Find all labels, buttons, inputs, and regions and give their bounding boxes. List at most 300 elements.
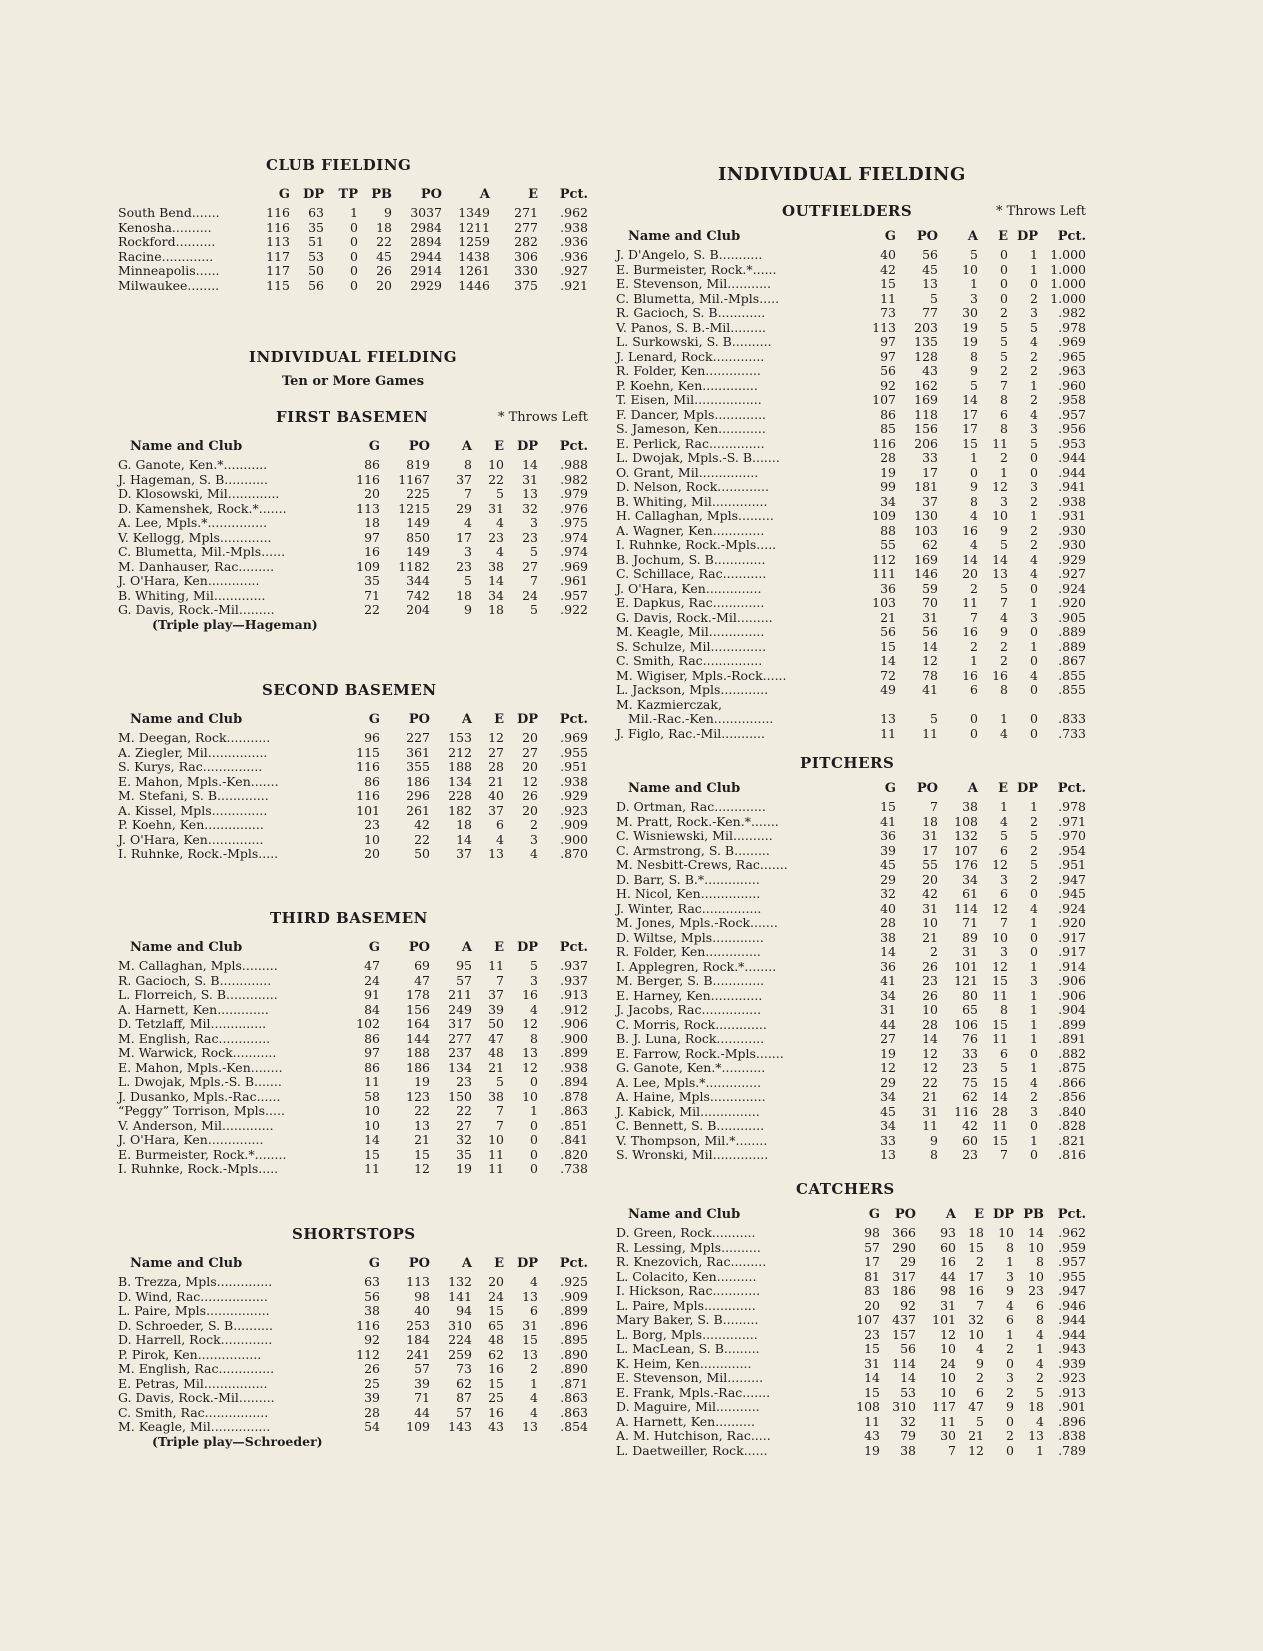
player-name-cell: A. Wagner, Ken............. — [616, 522, 765, 538]
stat-cell: 2 — [1030, 1089, 1038, 1104]
stat-cell: 38 — [880, 929, 896, 945]
stat-cell: .938 — [1058, 493, 1086, 509]
stat-cell: 16 — [940, 1254, 956, 1269]
stat-cell: 50 — [414, 846, 430, 861]
stat-cell: 361 — [406, 744, 430, 760]
table-row — [118, 988, 588, 1003]
stat-cell: .938 — [560, 773, 588, 789]
stat-cell: 42 — [922, 886, 938, 901]
stat-cell: 0 — [970, 711, 978, 726]
stat-cell: 310 — [892, 1399, 916, 1414]
stat-cell: 0 — [1030, 725, 1038, 741]
table-row — [616, 263, 1086, 278]
player-name-cell: M. Kazmierczak, — [616, 696, 722, 712]
stat-cell: .900 — [560, 1030, 588, 1046]
stat-cell: 38 — [488, 558, 504, 574]
stat-cell: 23 — [488, 529, 504, 545]
stat-cell: 1349 — [458, 205, 490, 220]
stat-cell: 12 — [522, 1016, 538, 1031]
stat-cell: .820 — [560, 1146, 588, 1162]
stat-cell: .871 — [560, 1375, 588, 1391]
stat-cell: 11 — [864, 1413, 880, 1429]
stat-cell: 3 — [1030, 609, 1038, 625]
stat-cell: .838 — [1058, 1428, 1086, 1443]
individual-fielding-heading — [118, 348, 588, 389]
stat-cell: 14 — [522, 457, 538, 472]
stat-cell: 5 — [530, 958, 538, 973]
stat-cell: 123 — [406, 1088, 430, 1104]
player-name-cell: R. Lessing, Mpls.......... — [616, 1239, 761, 1255]
stat-cell: 204 — [406, 602, 430, 617]
stat-cell: 13 — [880, 1147, 896, 1162]
stat-cell: 7 — [976, 1297, 984, 1313]
stat-cell: 4 — [530, 1390, 538, 1405]
column-header: G — [278, 186, 290, 202]
stat-cell: 116 — [356, 1317, 380, 1333]
table-row — [616, 1032, 1086, 1047]
table-row — [118, 1061, 588, 1076]
stat-cell: 0 — [1006, 1355, 1014, 1371]
stat-cell: 31 — [922, 1103, 938, 1119]
stat-cell: 224 — [448, 1332, 472, 1347]
stat-cell: 24 — [940, 1355, 956, 1371]
stat-cell: 13 — [522, 486, 538, 501]
stat-cell: .974 — [560, 529, 588, 545]
stat-cell: 12 — [488, 730, 504, 745]
stat-cell: 45 — [880, 1103, 896, 1119]
stat-cell: 2 — [1030, 813, 1038, 829]
stat-cell: 4 — [1000, 725, 1008, 741]
stat-cell: 101 — [932, 1312, 956, 1327]
player-name-cell: C. Bennett, S. B............ — [616, 1118, 765, 1133]
stat-cell: 15 — [968, 1239, 984, 1255]
stat-cell: 9 — [930, 1132, 938, 1148]
stat-cell: .895 — [560, 1332, 588, 1347]
stat-cell: 37 — [488, 987, 504, 1002]
player-name-cell: C. Wisniewski, Mil.......... — [616, 828, 773, 843]
player-name-cell: J. Figlo, Rac.-Mil........... — [616, 725, 765, 741]
stat-cell: 310 — [448, 1317, 472, 1333]
stat-cell: 14 — [962, 392, 978, 407]
stat-cell: .856 — [1058, 1089, 1086, 1104]
stat-cell: 3 — [464, 544, 472, 559]
stat-cell: 20 — [922, 871, 938, 887]
stat-cell: 3 — [1000, 493, 1008, 509]
column-header: DP — [992, 1206, 1014, 1222]
stat-cell: .955 — [560, 744, 588, 760]
stat-cell: 76 — [962, 1031, 978, 1046]
stat-cell: 15 — [364, 1146, 380, 1162]
stat-cell: 23 — [922, 973, 938, 988]
stat-cell: 1.000 — [1050, 290, 1086, 306]
stat-cell: 2 — [1030, 871, 1038, 887]
stat-cell: 3 — [530, 515, 538, 530]
column-header: E — [998, 780, 1008, 796]
stat-cell: .975 — [560, 515, 588, 530]
stat-cell: .936 — [560, 248, 588, 264]
stat-cell: 47 — [364, 958, 380, 973]
stat-cell: .960 — [1058, 377, 1086, 393]
stat-cell: 2 — [1000, 653, 1008, 668]
table-row — [118, 502, 588, 517]
stat-cell: 44 — [940, 1268, 956, 1284]
stat-cell: 3 — [1030, 305, 1038, 320]
table-row — [118, 1406, 588, 1421]
stat-cell: 1 — [1030, 638, 1038, 654]
player-name-cell: M. Keagle, Mil.............. — [616, 624, 765, 639]
stat-cell: .937 — [560, 972, 588, 988]
stat-cell: .890 — [560, 1361, 588, 1376]
stat-cell: 211 — [448, 987, 472, 1002]
stat-cell: .963 — [1058, 363, 1086, 378]
stat-cell: 15 — [414, 1146, 430, 1162]
table-row — [616, 1047, 1086, 1062]
table-row — [616, 1076, 1086, 1091]
stat-cell: 3 — [1000, 871, 1008, 887]
player-name-cell: B. Trezza, Mpls.............. — [118, 1274, 273, 1289]
stat-cell: 17 — [962, 421, 978, 436]
shortstops-table — [118, 1251, 588, 1435]
stat-cell: 14 — [922, 638, 938, 654]
table-row — [616, 292, 1086, 307]
stat-cell: 112 — [356, 1346, 380, 1362]
stat-cell: 57 — [456, 972, 472, 988]
stat-cell: 7 — [1000, 377, 1008, 393]
stat-cell: .855 — [1058, 667, 1086, 683]
stat-cell: 6 — [976, 1384, 984, 1400]
stat-cell: 4 — [1030, 334, 1038, 349]
column-header: PO — [916, 780, 938, 796]
table-row — [616, 669, 1086, 684]
stat-cell: 17 — [864, 1254, 880, 1269]
table-row — [616, 640, 1086, 655]
stat-cell: 17 — [962, 406, 978, 422]
stat-cell: .930 — [1058, 537, 1086, 552]
table-row — [616, 887, 1086, 902]
column-header: G — [368, 1255, 380, 1271]
table-row — [616, 321, 1086, 336]
player-name-cell: “Peggy” Torrison, Mpls..... — [118, 1103, 285, 1118]
stat-cell: 0 — [1030, 653, 1038, 668]
stat-cell: 23 — [456, 1074, 472, 1089]
player-name-cell: M. Wigiser, Mpls.-Rock...... — [616, 667, 787, 683]
stat-cell: 31 — [522, 471, 538, 487]
stat-cell: .913 — [1058, 1384, 1086, 1400]
table-row — [118, 560, 588, 575]
stat-cell: 22 — [456, 1103, 472, 1118]
stat-cell: 18 — [364, 515, 380, 530]
column-header: DP — [302, 186, 324, 202]
table-row — [118, 1148, 588, 1163]
stat-cell: 225 — [406, 486, 430, 501]
table-row — [118, 1032, 588, 1047]
stat-cell: 103 — [914, 522, 938, 538]
stat-cell: .930 — [1058, 522, 1086, 538]
stat-cell: 206 — [914, 435, 938, 451]
stat-cell: 0 — [1000, 261, 1008, 277]
table-row — [616, 829, 1086, 844]
stat-cell: 128 — [914, 348, 938, 364]
stat-cell: 20 — [364, 846, 380, 861]
stat-cell: 57 — [864, 1239, 880, 1255]
stat-cell: 12 — [992, 857, 1008, 872]
stat-cell: 7 — [1000, 595, 1008, 610]
stat-cell: 437 — [892, 1312, 916, 1327]
column-header: G — [368, 939, 380, 955]
column-header: Pct. — [1057, 1206, 1086, 1222]
table-row — [616, 654, 1086, 669]
stat-cell: 164 — [406, 1016, 430, 1031]
stat-cell: 33 — [962, 1045, 978, 1061]
stat-cell: 1 — [530, 1375, 538, 1391]
stat-cell: 61 — [962, 886, 978, 901]
stat-cell: 5 — [1000, 334, 1008, 349]
stat-cell: 38 — [364, 1303, 380, 1318]
stat-cell: 117 — [266, 263, 290, 278]
table-row — [118, 574, 588, 589]
table-row — [616, 712, 1086, 727]
stat-cell: 6 — [1036, 1297, 1044, 1313]
stat-cell: 10 — [488, 457, 504, 472]
stat-cell: .946 — [1058, 1297, 1086, 1313]
stat-cell: 14 — [992, 551, 1008, 567]
stat-cell: 8 — [530, 1030, 538, 1046]
stat-cell: 116 — [954, 1103, 978, 1119]
stat-cell: 28 — [992, 1103, 1008, 1119]
stat-cell: 7 — [496, 1117, 504, 1133]
table-row — [616, 408, 1086, 423]
stat-cell: 2 — [1030, 392, 1038, 407]
player-name-cell: J. O'Hara, Ken............. — [118, 573, 260, 588]
stat-cell: 14 — [922, 1031, 938, 1046]
stat-cell: 4 — [1036, 1355, 1044, 1371]
stat-cell: 23 — [364, 817, 380, 832]
table-row — [118, 731, 588, 746]
table-row — [118, 603, 588, 618]
stat-cell: 56 — [880, 363, 896, 378]
stat-cell: 2 — [1030, 522, 1038, 538]
stat-cell: 62 — [922, 537, 938, 552]
stat-cell: .909 — [560, 817, 588, 832]
stat-cell: 4 — [530, 1404, 538, 1420]
stat-cell: .970 — [1058, 828, 1086, 843]
stat-cell: 5 — [970, 247, 978, 262]
first-basemen-table — [118, 434, 588, 618]
stat-cell: 28 — [880, 450, 896, 465]
stat-cell: .978 — [1058, 799, 1086, 814]
stat-cell: 10 — [488, 1132, 504, 1147]
stat-cell: 8 — [930, 1147, 938, 1162]
stat-cell: 34 — [880, 493, 896, 509]
stat-cell: 1 — [970, 653, 978, 668]
stat-cell: 47 — [488, 1030, 504, 1046]
player-name-cell: L. Borg, Mpls.............. — [616, 1326, 758, 1342]
stat-cell: 3 — [1000, 944, 1008, 959]
stat-cell: 153 — [448, 730, 472, 745]
table-row — [118, 1162, 588, 1177]
stat-cell: 86 — [364, 457, 380, 472]
stat-cell: 2 — [1000, 305, 1008, 320]
stat-cell: 0 — [1030, 929, 1038, 945]
stat-cell — [978, 698, 1008, 713]
stat-cell: 108 — [954, 813, 978, 829]
column-header: A — [967, 228, 978, 244]
stat-cell: 83 — [864, 1283, 880, 1298]
stat-cell: 28 — [922, 1016, 938, 1032]
stat-cell: 15 — [992, 1074, 1008, 1090]
stat-cell: 20 — [364, 486, 380, 501]
stat-cell: .957 — [1058, 406, 1086, 422]
player-name-cell: L. Florreich, S. B............. — [118, 987, 278, 1002]
stat-cell: .912 — [560, 1001, 588, 1017]
stat-cell: .889 — [1058, 624, 1086, 639]
stat-cell: 3 — [1030, 1103, 1038, 1119]
table-row — [118, 458, 588, 473]
stat-cell: 8 — [970, 493, 978, 509]
stat-cell: 2894 — [410, 234, 442, 249]
stat-cell: 113 — [406, 1274, 430, 1289]
player-name-cell: H. Callaghan, Mpls......... — [616, 508, 774, 523]
table-row — [616, 567, 1086, 582]
stat-cell: 8 — [464, 457, 472, 472]
player-name-cell: C. Morris, Rock............. — [616, 1016, 767, 1032]
table-row — [616, 350, 1086, 365]
stat-cell: 7 — [948, 1442, 956, 1458]
column-header: PB — [1023, 1206, 1044, 1222]
player-name-cell: Milwaukee........ — [118, 277, 220, 293]
table-row — [616, 1226, 1086, 1241]
stat-cell: 18 — [376, 219, 392, 235]
stat-cell: 37 — [456, 471, 472, 487]
stat-cell: 1167 — [398, 471, 430, 487]
stat-cell: .982 — [1058, 305, 1086, 320]
table-row — [616, 873, 1086, 888]
stat-cell: 77 — [922, 305, 938, 320]
stat-cell: 15 — [880, 638, 896, 654]
stat-cell: 40 — [880, 900, 896, 916]
stat-cell: 40 — [488, 788, 504, 803]
stat-cell: 10 — [364, 1117, 380, 1133]
column-header: E — [494, 711, 504, 727]
stat-cell: 107 — [856, 1312, 880, 1327]
stat-cell: 11 — [880, 725, 896, 741]
stat-cell: 109 — [406, 1419, 430, 1434]
stat-cell: 49 — [880, 682, 896, 697]
player-name-cell: J. O'Hara, Ken.............. — [118, 831, 264, 847]
stat-cell: 15 — [864, 1341, 880, 1356]
stat-cell: 144 — [406, 1030, 430, 1046]
second-basemen-title: SECOND BASEMEN — [262, 681, 437, 699]
column-header: E — [974, 1206, 984, 1222]
column-header: G — [884, 228, 896, 244]
stat-cell: 2 — [930, 944, 938, 959]
table-row — [118, 279, 588, 294]
stat-cell: 12 — [992, 958, 1008, 974]
stat-cell: 317 — [448, 1016, 472, 1031]
player-name-cell: D. Green, Rock........... — [616, 1225, 756, 1240]
stat-cell: .947 — [1058, 871, 1086, 887]
player-name-cell: J. D'Angelo, S. B........... — [616, 247, 763, 262]
stat-cell: .906 — [1058, 973, 1086, 988]
stat-cell: 7 — [1000, 1147, 1008, 1162]
stat-cell: 176 — [954, 857, 978, 872]
stat-cell: .899 — [1058, 1016, 1086, 1032]
table-row — [616, 466, 1086, 481]
stat-cell: 1 — [1030, 987, 1038, 1003]
stat-cell: 39 — [880, 842, 896, 858]
stat-cell: 146 — [914, 566, 938, 581]
stat-cell: 43 — [922, 363, 938, 378]
table-row — [118, 221, 588, 236]
player-name-cell: E. Mahon, Mpls.-Ken....... — [118, 773, 279, 789]
table-row — [616, 1415, 1086, 1430]
stat-cell: 41 — [880, 973, 896, 988]
stat-cell: 4 — [1030, 900, 1038, 916]
stat-cell: 70 — [922, 595, 938, 610]
stat-cell — [938, 698, 978, 713]
stat-cell: 65 — [962, 1002, 978, 1017]
stat-cell: .863 — [560, 1404, 588, 1420]
stat-cell: 1 — [1030, 247, 1038, 262]
stat-cell: .854 — [560, 1419, 588, 1434]
player-name-cell: B. Whiting, Mil............. — [118, 587, 266, 603]
column-header: Pct. — [1057, 228, 1086, 244]
table-row — [616, 1284, 1086, 1299]
player-name-cell: I. Ruhnke, Rock.-Mpls..... — [616, 537, 777, 552]
player-name-cell: M. Berger, S. B............. — [616, 973, 765, 988]
table-row — [616, 1061, 1086, 1076]
stat-cell — [1008, 698, 1038, 713]
table-row — [118, 1333, 588, 1348]
stat-cell: 16 — [992, 667, 1008, 683]
stat-cell: 12 — [922, 1060, 938, 1075]
player-name-cell: C. Blumetta, Mil.-Mpls..... — [616, 290, 780, 306]
stat-cell: 2 — [1030, 842, 1038, 858]
stat-cell: .866 — [1058, 1074, 1086, 1090]
stat-cell: 5 — [1030, 828, 1038, 843]
stat-cell: 29 — [880, 871, 896, 887]
stat-cell: 10 — [962, 261, 978, 277]
stat-cell: 7 — [930, 799, 938, 814]
stat-cell: 1 — [1006, 1254, 1014, 1269]
table-row — [118, 1046, 588, 1061]
stat-cell: 20 — [376, 277, 392, 293]
stat-cell: .976 — [560, 500, 588, 516]
stat-cell: 2 — [1000, 450, 1008, 465]
table-row — [616, 379, 1086, 394]
stat-cell: 5 — [496, 486, 504, 501]
table-row — [616, 582, 1086, 597]
column-header: PO — [408, 711, 430, 727]
stat-cell: 228 — [448, 788, 472, 803]
stat-cell: .891 — [1058, 1031, 1086, 1046]
stat-cell: 296 — [406, 788, 430, 803]
player-name-cell: D. Kamenshek, Rock.*....... — [118, 500, 287, 516]
stat-cell: 33 — [880, 1132, 896, 1148]
column-header: PO — [408, 1255, 430, 1271]
stat-cell: 108 — [856, 1399, 880, 1414]
stat-cell: 121 — [954, 973, 978, 988]
stat-cell: 10 — [998, 1225, 1014, 1240]
stat-cell: 0 — [350, 277, 358, 293]
stat-cell: 96 — [364, 730, 380, 745]
table-row — [616, 1134, 1086, 1149]
stat-cell: .923 — [1058, 1370, 1086, 1385]
column-header: PO — [894, 1206, 916, 1222]
stat-cell: 5 — [1000, 348, 1008, 364]
stat-cell: 21 — [488, 1059, 504, 1075]
pitchers-section — [616, 754, 1086, 1163]
